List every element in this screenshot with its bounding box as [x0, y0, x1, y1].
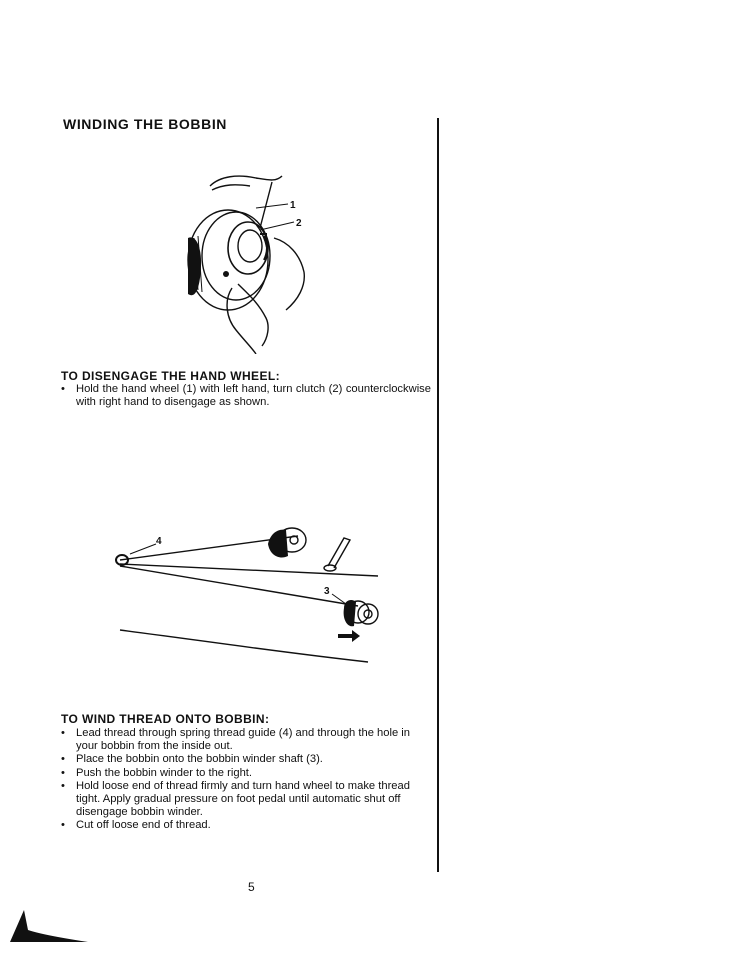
- hand-wheel-illustration: [176, 168, 316, 354]
- list-item: • Cut off loose end of thread.: [61, 819, 211, 832]
- list-item: • Hold loose end of thread firmly and turn hand wheel to make thread tight. Apply gradual pressure on foot pedal until automatic shut off disengage bobbin winder.: [61, 779, 410, 819]
- bullet-marker: •: [61, 727, 65, 739]
- bullet-marker: •: [61, 766, 65, 779]
- bullet-marker: •: [61, 819, 65, 832]
- list-item: • Push the bobbin winder to the right.: [61, 766, 253, 779]
- thread-winding-illustration: [108, 520, 390, 666]
- list-item: • Hold the hand wheel (1) with left hand, turn clutch (2) counterclockwise with right hand to disengage as shown.: [61, 383, 431, 409]
- section-heading-wind-thread: TO WIND THREAD ONTO BOBBIN:: [61, 712, 270, 726]
- callout-3: 3: [324, 586, 330, 597]
- list-item: • Lead thread through spring thread guide (4) and through the hole in your bobbin from the inside out.: [61, 727, 411, 753]
- column-divider: [437, 118, 439, 872]
- bullet-marker: •: [61, 753, 65, 766]
- list-item: • Place the bobbin onto the bobbin winder shaft (3).: [61, 753, 323, 766]
- bullet-marker: •: [61, 383, 65, 395]
- callout-1: 1: [290, 200, 296, 211]
- section-heading-disengage: TO DISENGAGE THE HAND WHEEL:: [61, 369, 280, 383]
- callout-4: 4: [156, 536, 162, 547]
- corner-scan-mark: [6, 906, 90, 946]
- callout-2: 2: [296, 218, 302, 229]
- page-number: 5: [248, 880, 255, 894]
- bullet-marker: •: [61, 779, 65, 792]
- wind-thread-instructions: [61, 727, 431, 833]
- page-title: WINDING THE BOBBIN: [63, 116, 228, 132]
- disengage-instructions: [61, 383, 431, 409]
